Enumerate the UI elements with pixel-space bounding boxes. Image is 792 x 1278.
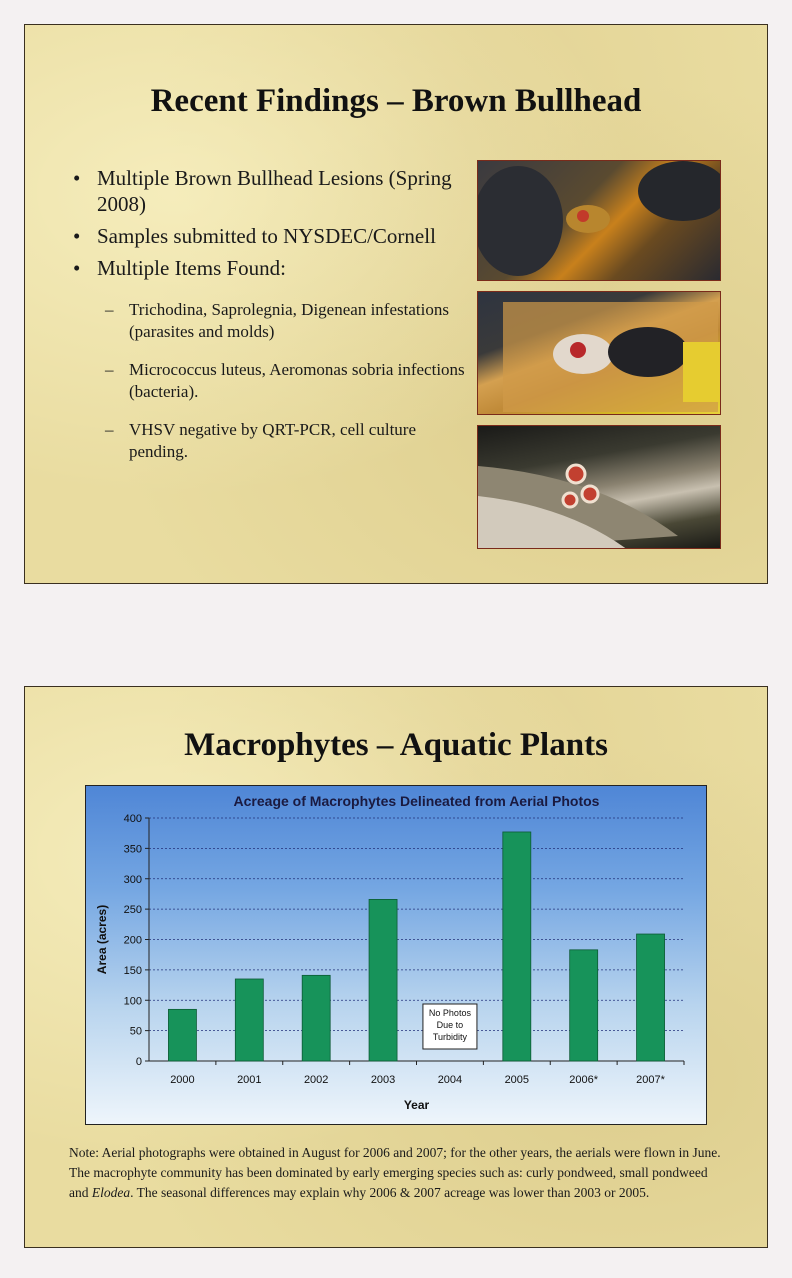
lesion-mark <box>567 465 585 483</box>
sub-bullet-text: Trichodina, Saprolegnia, Digenean infestations (parasites and molds) <box>129 300 449 341</box>
y-tick-label: 200 <box>123 934 142 947</box>
y-tick-label: 50 <box>129 1025 142 1038</box>
x-tick-label: 2002 <box>303 1074 329 1086</box>
x-tick-label: 2006* <box>569 1074 599 1086</box>
y-axis-label: Area (acres) <box>95 904 109 975</box>
bar-2001 <box>235 979 263 1061</box>
bar-2000 <box>168 1009 196 1061</box>
lesion-mark <box>582 486 598 502</box>
fish-lesion-photo-2 <box>477 291 721 415</box>
sub-bullet-item <box>95 419 466 463</box>
bullet-text: Samples submitted to NYSDEC/Cornell <box>97 224 436 248</box>
lesion-mark <box>563 493 577 507</box>
chart-note <box>69 1143 729 1203</box>
y-tick-label: 150 <box>123 964 142 977</box>
fish-lesion-photo-1 <box>477 160 721 281</box>
photo-1-illustration <box>478 161 721 281</box>
sub-bullet-list <box>95 299 466 463</box>
glove-shape <box>478 166 563 276</box>
bullet-text: Multiple Brown Bullhead Lesions (Spring 2008) <box>97 166 452 216</box>
bullet-item <box>71 223 466 249</box>
x-tick-label: 2007* <box>636 1074 665 1086</box>
x-tick-label: 2001 <box>237 1074 262 1086</box>
chart-title: Acreage of Macrophytes Delineated from Aerial Photos <box>233 793 600 809</box>
dash-marker: – <box>105 360 114 379</box>
slide-title: Macrophytes – Aquatic Plants <box>184 727 608 763</box>
photo-2-illustration <box>478 292 721 415</box>
glove-shape <box>608 327 688 377</box>
dash-marker: – <box>105 300 114 319</box>
lesion-mark <box>577 210 589 222</box>
bullet-item <box>71 165 466 217</box>
bar-2005 <box>503 832 531 1061</box>
bullet-marker: • <box>73 256 81 280</box>
bar-2002 <box>302 975 330 1061</box>
note-text: Note: Aerial photographs were obtained in August for 2006 and 2007; for the other years, the aerials were flown in June. The macrophyte community has been dominated by early emerging species such as: curly pondweed, small pondweed and <box>69 1145 721 1200</box>
macrophyte-chart <box>85 785 707 1125</box>
annotation-text: Due to <box>436 1020 464 1030</box>
note-italic-text: Elodea <box>91 1185 131 1200</box>
y-tick-label: 0 <box>135 1056 142 1068</box>
bullet-text: Multiple Items Found: <box>97 256 286 280</box>
x-tick-label: 2003 <box>370 1074 396 1086</box>
sub-bullet-text: VHSV negative by QRT-PCR, cell culture pending. <box>129 420 417 461</box>
photo-3-illustration <box>478 426 721 549</box>
yellow-glove-shape <box>683 342 721 402</box>
bullet-marker: • <box>73 224 81 248</box>
sub-bullet-text: Micrococcus luteus, Aeromonas sobria infections (bacteria). <box>129 360 465 401</box>
fish-lesion-photo-3 <box>477 425 721 549</box>
annotation-text: No Photos <box>428 1008 471 1018</box>
sub-bullet-item <box>95 299 466 343</box>
x-axis-label: Year <box>403 1098 430 1112</box>
x-tick-label: 2000 <box>170 1074 195 1086</box>
y-tick-label: 300 <box>123 873 142 886</box>
lesion-mark <box>570 342 586 358</box>
bullet-item <box>71 255 466 463</box>
slide-macrophytes <box>24 686 768 1248</box>
y-tick-label: 400 <box>123 813 142 825</box>
bullet-list <box>71 165 466 479</box>
y-tick-label: 350 <box>123 843 142 856</box>
slide-brown-bullhead <box>24 24 768 584</box>
x-tick-label: 2004 <box>437 1074 463 1086</box>
slide-title: Recent Findings – Brown Bullhead <box>150 83 642 119</box>
y-tick-label: 250 <box>123 904 142 917</box>
bar-2006* <box>570 950 598 1061</box>
bullet-marker: • <box>73 166 81 190</box>
bar-2007* <box>637 934 665 1061</box>
y-tick-label: 100 <box>123 995 142 1008</box>
bar-2003 <box>369 899 397 1061</box>
sub-bullet-item <box>95 359 466 403</box>
bar-chart-svg <box>86 786 706 1124</box>
glove-shape <box>638 161 721 221</box>
x-tick-label: 2005 <box>504 1074 530 1086</box>
dash-marker: – <box>105 420 114 439</box>
note-text-end: . The seasonal differences may explain why 2006 & 2007 acreage was lower than 2003 or 2005. <box>130 1185 650 1200</box>
annotation-text: Turbidity <box>432 1032 468 1042</box>
